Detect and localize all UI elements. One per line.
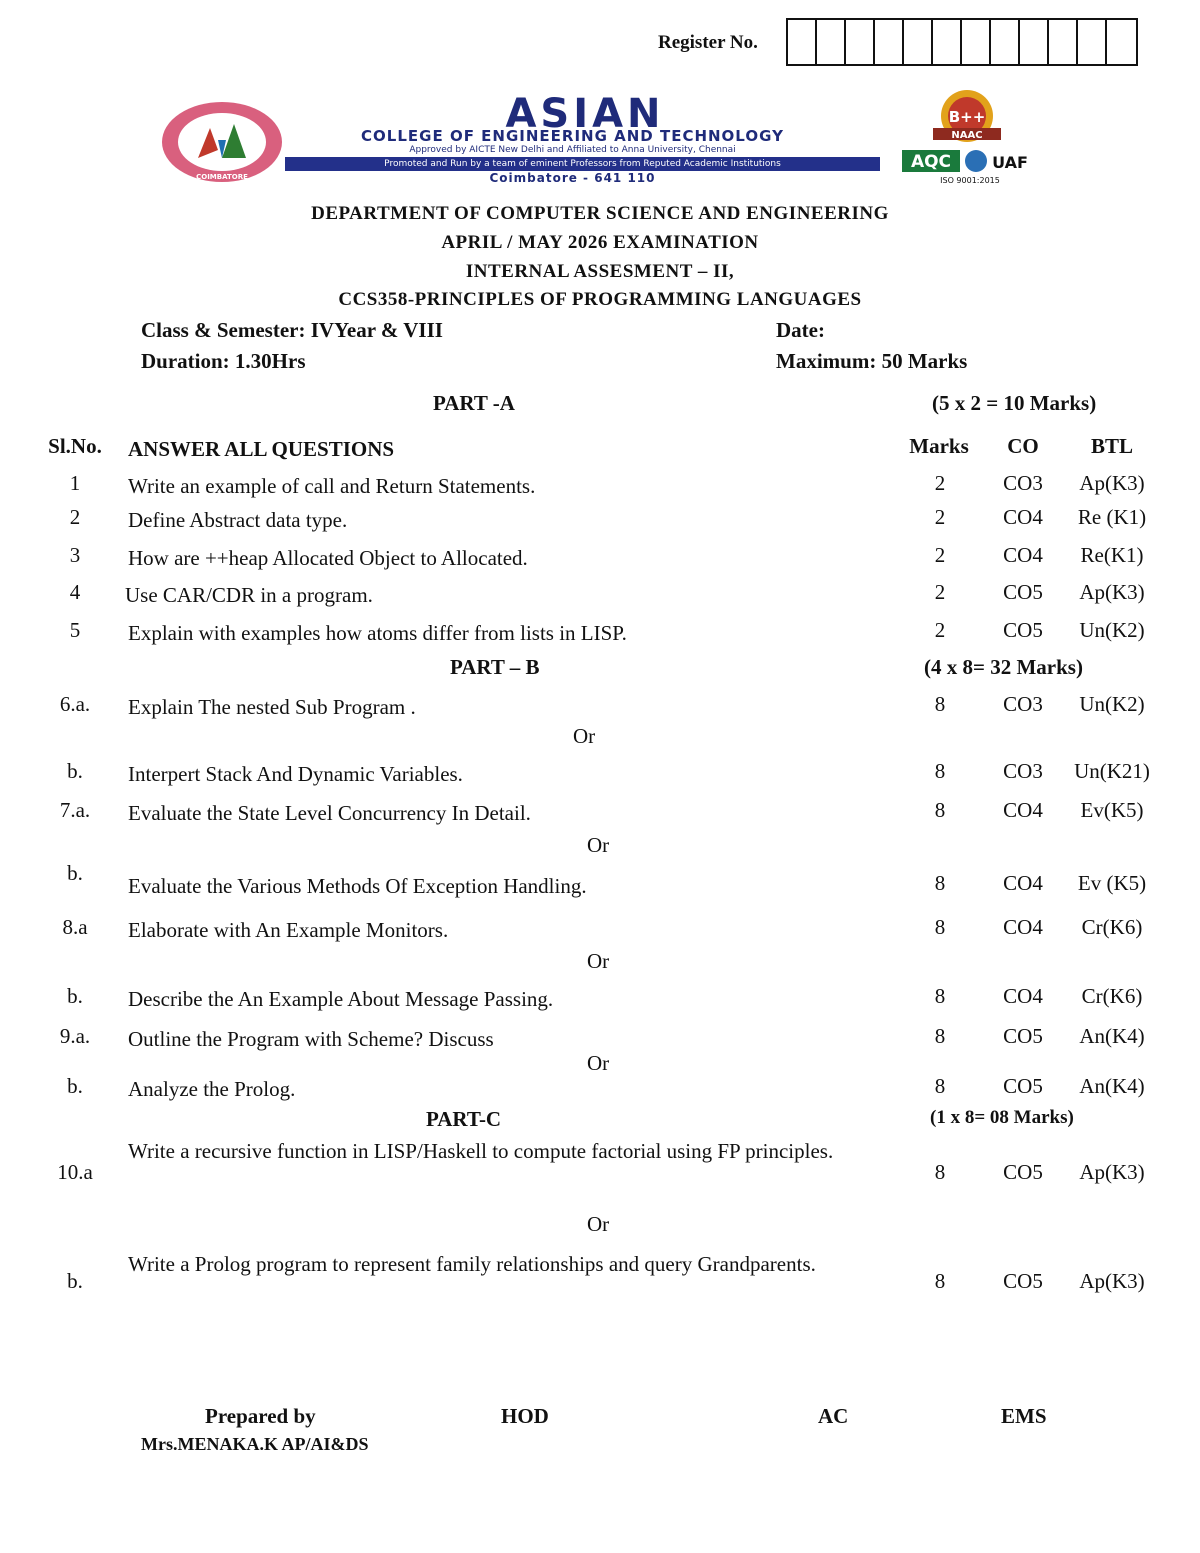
question-marks: 2 <box>934 580 946 604</box>
question-btl: Ev (K5) <box>1077 871 1147 895</box>
col-btl: BTL <box>1090 434 1134 458</box>
question-number: 7.a. <box>59 798 91 822</box>
or-separator: Or <box>587 949 610 973</box>
question-number: 4 <box>69 580 81 604</box>
question-number: 2 <box>69 505 81 529</box>
register-digit-box[interactable] <box>1078 20 1107 64</box>
brand-line-approval: Approved by AICTE New Delhi and Affiliated to Anna University, Chennai <box>409 145 736 155</box>
col-marks: Marks <box>909 434 969 458</box>
register-digit-box[interactable] <box>1049 20 1078 64</box>
duration: Duration: 1.30Hrs <box>141 349 306 373</box>
question-co: CO4 <box>1003 984 1043 1008</box>
register-number-label: Register No. <box>658 32 758 53</box>
register-digit-box[interactable] <box>962 20 991 64</box>
col-slno: Sl.No. <box>48 434 102 458</box>
question-marks: 8 <box>934 871 946 895</box>
question-number: b. <box>67 759 83 783</box>
col-co: CO <box>1007 434 1039 458</box>
part-a-marks: (5 x 2 = 10 Marks) <box>932 391 1097 415</box>
question-btl: An(K4) <box>1079 1024 1145 1048</box>
question-marks: 2 <box>934 505 946 529</box>
brand-name: ASIAN <box>505 91 665 137</box>
question-text: Describe the An Example About Message Passing. <box>128 987 554 1011</box>
question-number: 8.a <box>62 915 88 939</box>
register-digit-box[interactable] <box>1020 20 1049 64</box>
svg-text:AQC: AQC <box>910 152 952 172</box>
question-btl: Re (K1) <box>1077 505 1147 529</box>
question-number: 9.a. <box>59 1024 91 1048</box>
question-number: 6.a. <box>59 692 91 716</box>
question-btl: Un(K2) <box>1079 692 1145 716</box>
question-btl: An(K4) <box>1079 1074 1145 1098</box>
question-text: Write an example of call and Return Statements. <box>128 474 536 498</box>
register-number-boxes[interactable] <box>786 18 1138 66</box>
question-text: Explain with examples how atoms differ from lists in LISP. <box>128 621 627 645</box>
ac-signature-label: AC <box>818 1404 849 1428</box>
question-btl: Ap(K3) <box>1079 1269 1145 1293</box>
exam-date: Date: <box>776 318 825 342</box>
question-marks: 2 <box>934 618 946 642</box>
question-co: CO3 <box>1003 471 1043 495</box>
part-c-title: PART-C <box>426 1107 502 1131</box>
question-text: Evaluate the State Level Concurrency In Detail. <box>128 801 531 825</box>
class-semester: Class & Semester: IVYear & VIII <box>141 318 443 342</box>
question-marks: 2 <box>934 543 946 567</box>
register-digit-box[interactable] <box>817 20 846 64</box>
preparer-name: Mrs.MENAKA.K AP/AI&DS <box>141 1434 369 1454</box>
assessment-title: INTERNAL ASSESMENT – II, <box>465 261 735 282</box>
question-marks: 8 <box>934 759 946 783</box>
svg-text:COIMBATORE: COIMBATORE <box>196 173 248 181</box>
question-marks: 8 <box>934 1269 946 1293</box>
question-text: Evaluate the Various Methods Of Exception Handling. <box>128 874 587 898</box>
question-co: CO4 <box>1003 505 1043 529</box>
question-btl: Ap(K3) <box>1079 1160 1145 1184</box>
question-co: CO5 <box>1003 1024 1043 1048</box>
register-digit-box[interactable] <box>991 20 1020 64</box>
question-text: Explain The nested Sub Program . <box>128 695 416 719</box>
register-digit-box[interactable] <box>788 20 817 64</box>
part-b-title: PART – B <box>450 655 540 679</box>
question-co: CO3 <box>1003 692 1043 716</box>
brand-banner: Promoted and Run by a team of eminent Professors from Reputed Academic Institutions <box>285 157 880 171</box>
maximum-marks: Maximum: 50 Marks <box>776 349 968 373</box>
course-title: CCS358-PRINCIPLES OF PROGRAMMING LANGUAGES <box>338 289 862 310</box>
svg-text:UAF: UAF <box>992 153 1028 172</box>
question-co: CO5 <box>1003 1074 1043 1098</box>
question-co: CO4 <box>1003 543 1043 567</box>
question-marks: 8 <box>934 692 946 716</box>
part-b-marks: (4 x 8= 32 Marks) <box>924 655 1083 679</box>
question-number: 10.a <box>57 1160 93 1184</box>
question-co: CO4 <box>1003 871 1043 895</box>
register-digit-box[interactable] <box>933 20 962 64</box>
hod-signature-label: HOD <box>501 1404 549 1428</box>
question-marks: 8 <box>934 1160 946 1184</box>
question-text: Write a recursive function in LISP/Haskell to compute factorial using FP principles. <box>128 1139 834 1163</box>
question-text: Analyze the Prolog. <box>128 1077 296 1101</box>
question-marks: 8 <box>934 1074 946 1098</box>
question-marks: 8 <box>934 798 946 822</box>
question-marks: 8 <box>934 1024 946 1048</box>
question-marks: 8 <box>934 984 946 1008</box>
department-title: DEPARTMENT OF COMPUTER SCIENCE AND ENGINEERING <box>311 203 889 224</box>
or-separator: Or <box>587 1212 610 1236</box>
register-digit-box[interactable] <box>1107 20 1136 64</box>
question-number: b. <box>67 1074 83 1098</box>
register-digit-box[interactable] <box>846 20 875 64</box>
question-btl: Un(K21) <box>1074 759 1150 783</box>
col-answer-all: ANSWER ALL QUESTIONS <box>128 437 395 461</box>
question-btl: Un(K2) <box>1079 618 1145 642</box>
question-co: CO5 <box>1003 618 1043 642</box>
question-number: b. <box>67 861 83 885</box>
question-btl: Ap(K3) <box>1079 471 1145 495</box>
svg-text:NAAC: NAAC <box>951 130 983 141</box>
question-text: How are ++heap Allocated Object to Allocated. <box>128 546 528 570</box>
question-text: Elaborate with An Example Monitors. <box>128 918 449 942</box>
brand-line-college: COLLEGE OF ENGINEERING AND TECHNOLOGY <box>361 127 784 145</box>
question-co: CO5 <box>1003 1160 1043 1184</box>
question-co: CO4 <box>1003 798 1043 822</box>
question-marks: 2 <box>934 471 946 495</box>
question-btl: Cr(K6) <box>1081 984 1143 1008</box>
register-digit-box[interactable] <box>904 20 933 64</box>
question-number: 5 <box>69 618 81 642</box>
question-co: CO5 <box>1003 580 1043 604</box>
part-a-title: PART -A <box>433 391 515 415</box>
ems-signature-label: EMS <box>1001 1404 1047 1428</box>
part-c-marks: (1 x 8= 08 Marks) <box>930 1107 1074 1128</box>
svg-text:B++: B++ <box>948 108 986 126</box>
question-text: Define Abstract data type. <box>128 508 348 532</box>
brand-line-location: Coimbatore - 641 110 <box>489 171 656 185</box>
question-text: Write a Prolog program to represent family relationships and query Grandparents. <box>128 1252 816 1276</box>
question-co: CO3 <box>1003 759 1043 783</box>
question-btl: Re(K1) <box>1080 543 1144 567</box>
or-separator: Or <box>587 1051 610 1075</box>
question-number: 3 <box>69 543 81 567</box>
question-text: Interpert Stack And Dynamic Variables. <box>128 762 463 786</box>
question-marks: 8 <box>934 915 946 939</box>
question-text: Use CAR/CDR in a program. <box>125 583 373 607</box>
question-co: CO4 <box>1003 915 1043 939</box>
or-separator: Or <box>573 724 596 748</box>
question-number: 1 <box>69 471 81 495</box>
register-digit-box[interactable] <box>875 20 904 64</box>
or-separator: Or <box>587 833 610 857</box>
question-co: CO5 <box>1003 1269 1043 1293</box>
question-btl: Ap(K3) <box>1079 580 1145 604</box>
naac-accreditation-badge <box>900 86 1040 186</box>
question-text: Outline the Program with Scheme? Discuss <box>128 1027 494 1051</box>
svg-text:ISO 9001:2015: ISO 9001:2015 <box>940 176 1000 185</box>
question-number: b. <box>67 1269 83 1293</box>
college-seal-logo <box>160 100 284 188</box>
college-brand-logo <box>285 91 885 190</box>
question-btl: Cr(K6) <box>1081 915 1143 939</box>
question-btl: Ev(K5) <box>1080 798 1144 822</box>
question-number: b. <box>67 984 83 1008</box>
prepared-by-label: Prepared by <box>205 1404 316 1428</box>
exam-title: APRIL / MAY 2026 EXAMINATION <box>441 232 759 253</box>
